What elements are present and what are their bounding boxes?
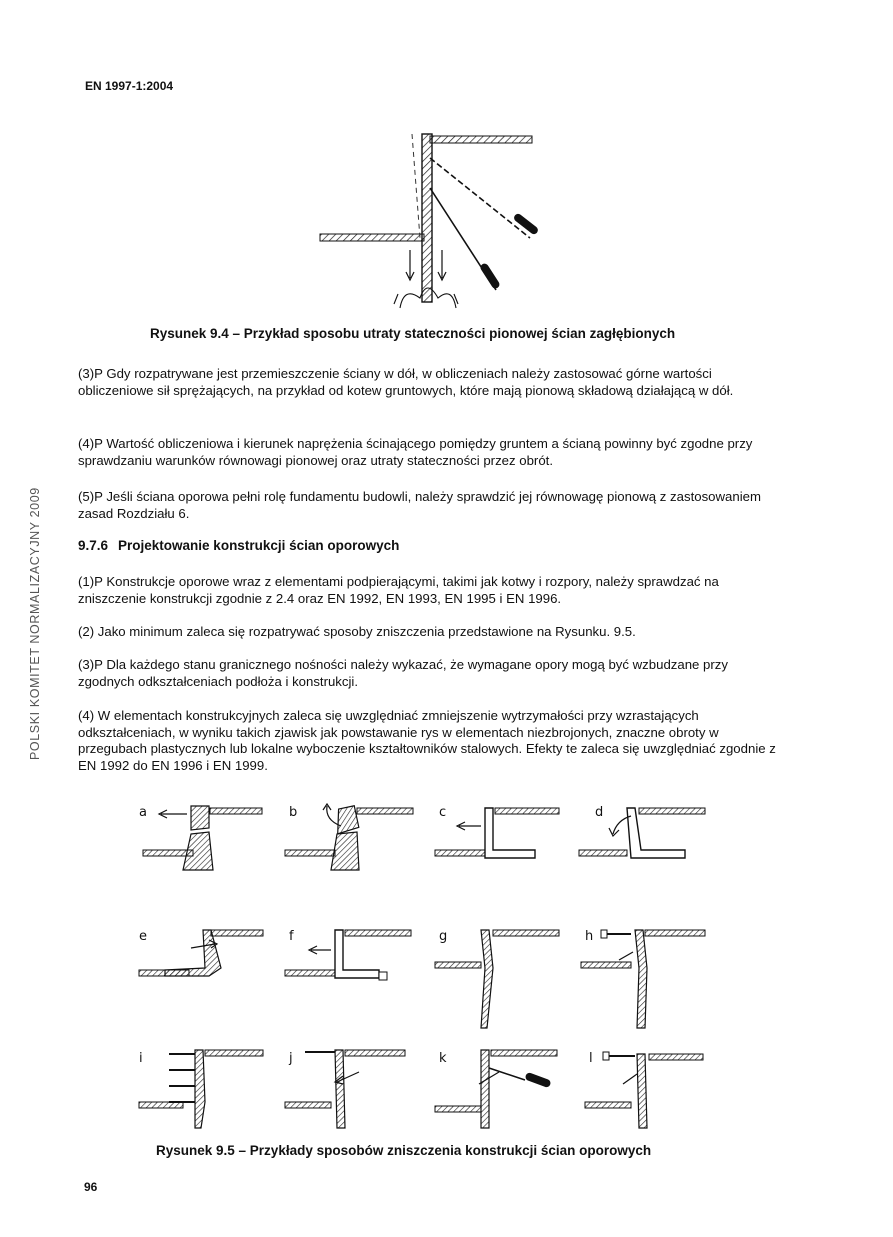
arrow-left-icon [309,946,331,954]
failure-mode-d [579,805,705,858]
failure-label: j [289,1051,293,1066]
paragraph-4P-shear-stress: (4)P Wartość obliczeniowa i kierunek naprężenia ścinającego pomiędzy gruntem a ścianą powinny być zgodne przy sprawdzaniu warunków równowagi pionowej oraz utraty stateczności przez obrót. [78,436,753,468]
ground-anchor [489,1068,525,1080]
downward-arrow-icon [406,250,414,280]
paragraph-4-strength-reduction: (4) W elementach konstrukcyjnych zaleca się uwzględniać zmniejszenie wytrzymałości przy wzrastających odkształceniach, w wyniku takich zjawisk jak powstawanie rys w elementach niezbrojonych, znaczne obroty w przegubach plastycznych lub lokalne wyboczenie kształtowników stalowych. Efekty te zaleca się uwzględniać zgodnie z EN 1992 do EN 1996 i EN 1999. [78,708,776,773]
section-title: Projektowanie konstrukcji ścian oporowych [118,538,400,553]
failure-mode-e [139,929,263,976]
failure-mode-a [139,805,262,870]
side-watermark: POLSKI KOMITET NORMALIZACYJNY 2009 [28,487,42,760]
figure-9-5-caption: Rysunek 9.5 – Przykłady sposobów zniszczenia konstrukcji ścian oporowych [156,1143,652,1158]
figure-9-5-diagram [125,798,725,1136]
failure-label: f [289,929,294,944]
failure-mode-f [285,929,411,980]
ground-surface-excavation [320,234,424,241]
paragraph-5P-foundation: (5)P Jeśli ściana oporowa pełni rolę fundamentu budowli, należy sprawdzić jej równowagę pionową z zastosowaniem zasad Rozdziału 6. [78,489,761,521]
anchor-grout-upper [513,212,540,236]
failure-label: k [439,1051,447,1066]
document-header: EN 1997-1:2004 [85,79,174,93]
failure-label: g [439,929,448,944]
paragraph-3P-ultimate: (3)P Dla każdego stanu granicznego nośności należy wykazać, że wymagane opory mogą być wzbudzane przy zgodnych odkształceniach podłoża i konstrukcji. [78,657,728,689]
ground-surface-retained [430,136,532,143]
failure-mode-i [139,1050,263,1128]
failure-mode-k [435,1050,557,1128]
failure-mode-h [581,929,705,1028]
arrow-left-icon [159,810,187,818]
failure-mode-l [585,1051,703,1128]
figure-9-4-caption: Rysunek 9.4 – Przykład sposobu utraty stateczności pionowej ścian zagłębionych [150,326,676,341]
failure-label: h [585,929,594,944]
failure-label: c [439,805,447,820]
paragraph-1P-structural: (1)P Konstrukcje oporowe wraz z elementami podpierającymi, takimi jak kotwy i rozpory, należy sprawdzać na zniszczenie konstrukcji zgodnie z 2.4 oraz EN 1992, EN 1993, EN 1995 i EN 1996. [78,574,719,606]
anchor-grout-lower [479,262,501,290]
arrow-left-icon [619,952,633,960]
section-number: 9.7.6 [78,538,109,553]
failure-label: b [289,805,298,820]
section-heading [78,538,399,553]
paragraph-2-minimum: (2) Jako minimum zaleca się rozpatrywać sposoby zniszczenia przedstawione na Rysunku. 9.5. [78,624,636,639]
arrow-left-icon [457,822,481,830]
arrow-left-icon [623,1074,637,1084]
failure-mode-j [285,1050,405,1128]
failure-mode-b [285,804,413,870]
failure-label: l [589,1051,593,1066]
ground-anchor-upper [430,158,530,238]
paragraph-3P-displacement: (3)P Gdy rozpatrywane jest przemieszczenie ściany w dół, w obliczeniach należy zastosować górne wartości obliczeniowe sił sprężających, na przykład od kotew gruntowych, które mają pionową składową działającą w dół. [78,366,734,398]
failure-label: d [595,805,604,820]
failure-label: e [139,929,147,944]
failure-label: i [139,1051,143,1066]
failure-label: a [139,805,147,820]
strut-icon [169,1054,195,1102]
failure-mode-g [435,929,559,1028]
failure-mode-c [435,805,559,858]
page-number: 96 [84,1180,98,1194]
figure-9-4-diagram [300,128,560,318]
